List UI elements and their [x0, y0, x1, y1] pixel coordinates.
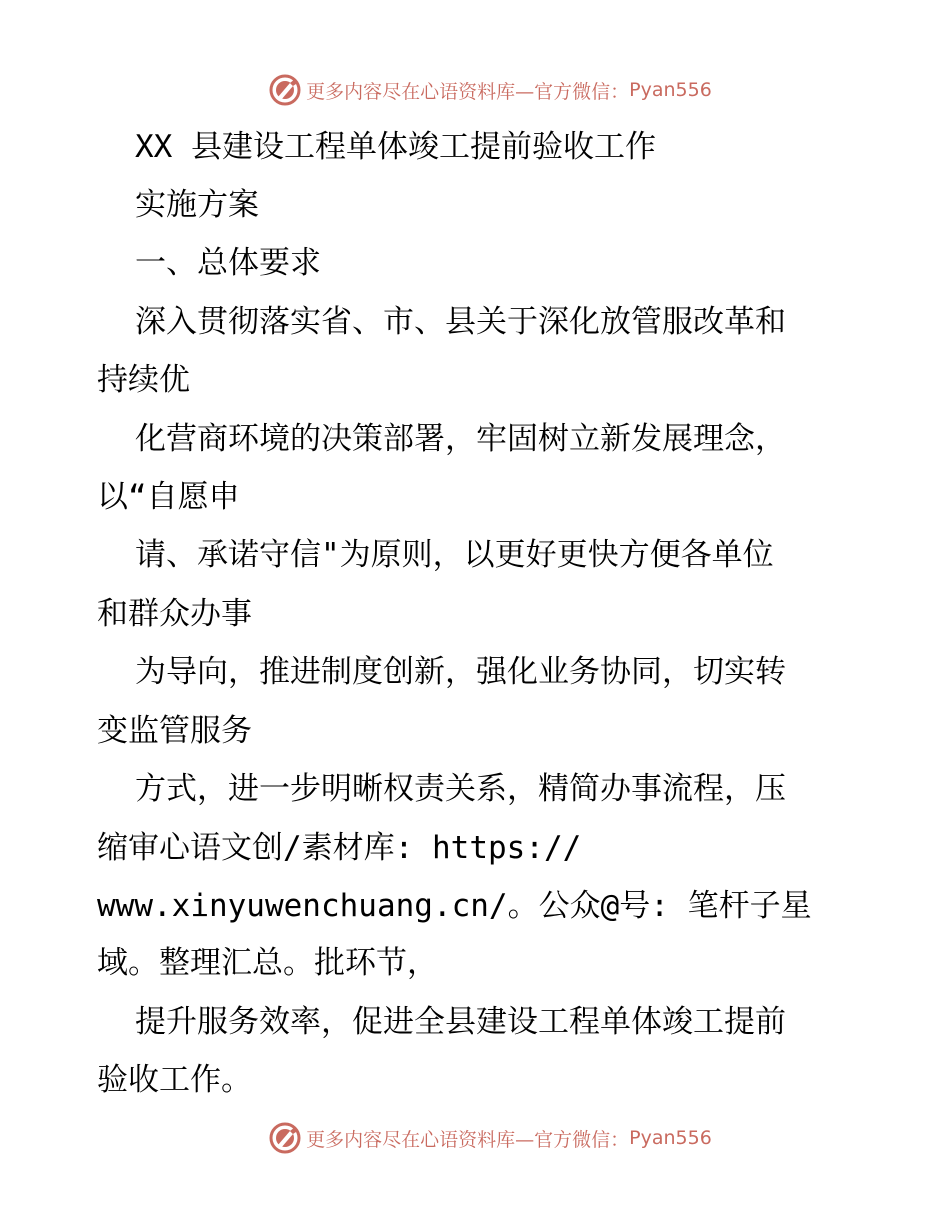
paragraph-line: 缩审心语文创/素材库: https://	[97, 830, 582, 866]
watermark-wechat-id: Pyan556	[629, 1127, 712, 1149]
watermark-banner-bottom	[0, 1120, 950, 1156]
paragraph-line: 以“自愿申	[97, 479, 240, 515]
watermark-text: 更多内容尽在心语资料库—官方微信：	[306, 80, 630, 103]
document-title-line-1: XX 县建设工程单体竣工提前验收工作	[135, 129, 656, 165]
paragraph-line: 验收工作。	[97, 1062, 252, 1098]
paragraph-line: 变监管服务	[97, 713, 252, 749]
pen-seal-icon	[268, 1121, 302, 1155]
watermark-text: 更多内容尽在心语资料库—官方微信：	[306, 1128, 630, 1151]
paragraph-line: 方式，进一步明晰权责关系，精简办事流程，压	[135, 771, 786, 807]
paragraph-line: 深入贯彻落实省、市、县关于深化放管服改革和	[135, 304, 786, 340]
document-title-line-2: 实施方案	[135, 187, 259, 223]
watermark-banner-top	[0, 72, 950, 108]
paragraph-line: 提升服务效率，促进全县建设工程单体竣工提前	[135, 1004, 786, 1040]
paragraph-line: 域。整理汇总。批环节，	[97, 945, 438, 981]
paragraph-line: 持续优	[97, 362, 190, 398]
watermark-wechat-id: Pyan556	[629, 79, 712, 101]
paragraph-line: 请、承诺守信"为原则，以更好更快方便各单位	[135, 537, 774, 573]
paragraph-line: 和群众办事	[97, 596, 252, 632]
paragraph-line: 化营商环境的决策部署，牢固树立新发展理念，	[135, 421, 786, 457]
section-heading: 一、总体要求	[135, 245, 321, 281]
paragraph-line: 为导向，推进制度创新，强化业务协同，切实转	[135, 654, 786, 690]
paragraph-line: www.xinyuwenchuang.cn/。公众@号: 笔杆子星	[97, 888, 812, 924]
pen-seal-icon	[268, 73, 302, 107]
